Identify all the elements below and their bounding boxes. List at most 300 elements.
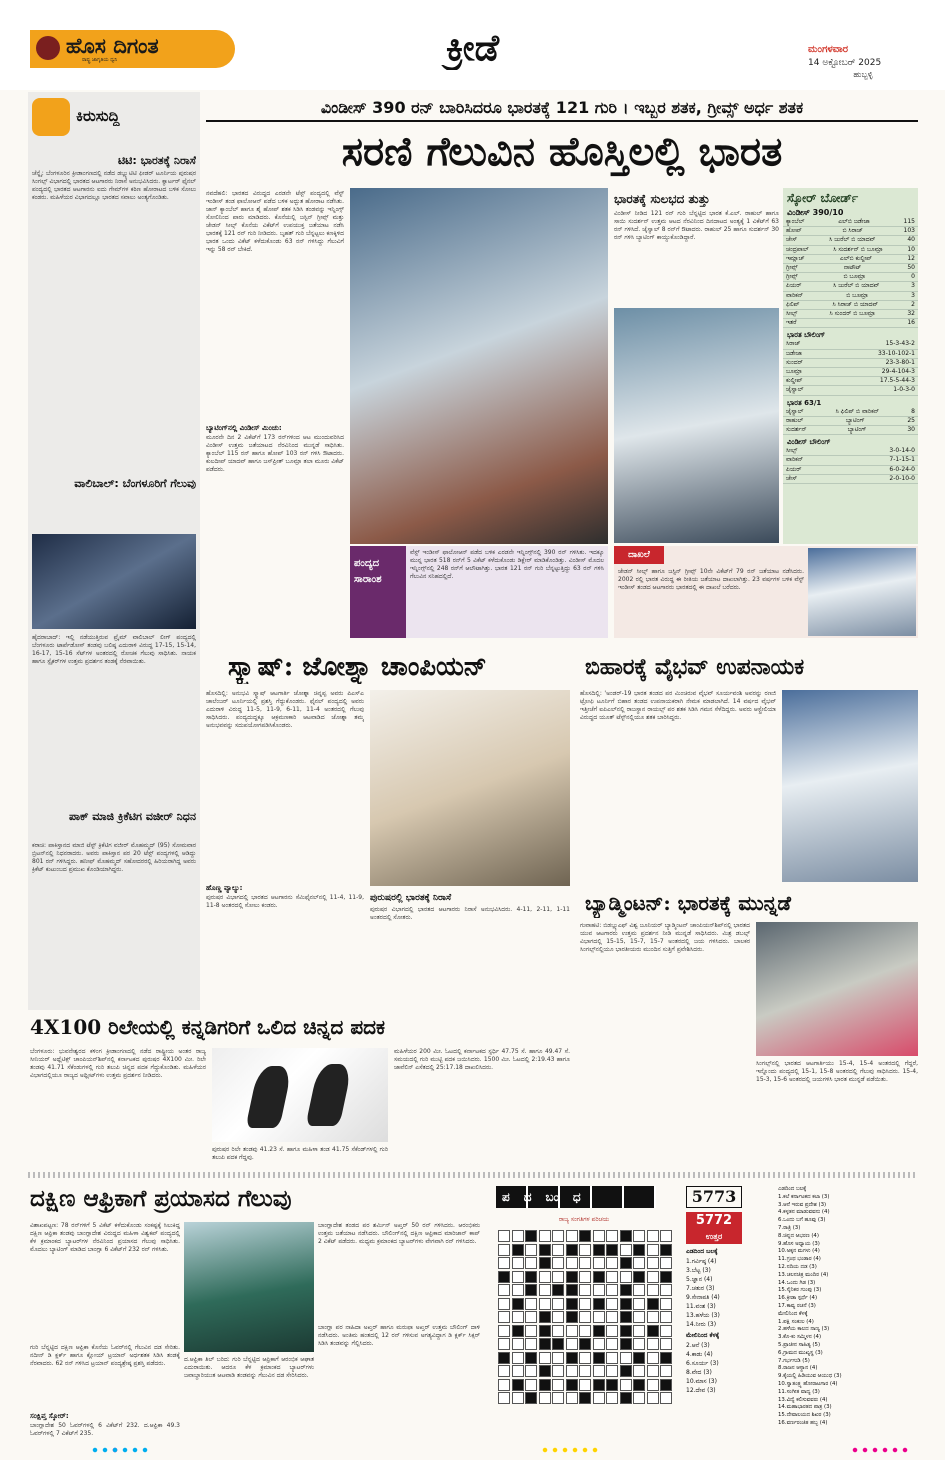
volleyball-photo (32, 534, 196, 629)
crossword-cell (525, 1365, 537, 1377)
crossword-cell (633, 1379, 645, 1391)
clue-item: 11.ಸಂಗೀತ ವಾದ್ಯ (3) (778, 1388, 820, 1395)
crossword-cell (606, 1379, 618, 1391)
crossword-cell (552, 1325, 564, 1337)
crossword-cell (620, 1325, 632, 1337)
crossword-cell (620, 1257, 632, 1269)
table-cell: ಸಿ ಸುದರ್ಶನ್ ಬಿ ಬೂಮ್ರಾ (833, 245, 883, 253)
table-cell: ಚೇಸ್ (786, 236, 798, 244)
crossword-cell (660, 1230, 672, 1242)
crossword-cell (566, 1298, 578, 1310)
crossword-cell (552, 1352, 564, 1364)
table-cell: 16 (907, 319, 915, 327)
clue-item: 8.ರಾಜನ ಆಸ್ಥಾನ (4) (778, 1365, 818, 1372)
crossword-cell (566, 1311, 578, 1323)
clue-item: 13.ಚಲನಚಿತ್ರ ಮಂದಿರ (4) (778, 1271, 829, 1278)
crossword-cell (579, 1311, 591, 1323)
crossword-cell (498, 1338, 510, 1350)
crossword-prev-number: 5772 (686, 1212, 742, 1230)
right-clues-head: ಮೇಲಿನಿಂದ ಕೆಳಕ್ಕೆ (686, 1332, 720, 1339)
table-cell: ಸುದರ್ಶನ್ (786, 426, 807, 434)
table-row (783, 368, 918, 377)
crossword-cell (525, 1311, 537, 1323)
crossword-cell (498, 1244, 510, 1256)
crossword-cell (552, 1284, 564, 1296)
table-cell: ಕ್ಯಾಂಬೆಲ್ (786, 218, 805, 225)
lead-headline: ಸರಣಿ ಗೆಲುವಿನ ಹೊಸ್ತಿಲಲ್ಲಿ ಭಾರತ (341, 128, 783, 175)
crossword-cell (647, 1365, 659, 1377)
crossword-cell (512, 1338, 524, 1350)
sulabha-head: ಭಾರತಕ್ಕೆ ಸುಲಭದ ತುತ್ತು (614, 192, 710, 206)
crossword-cell (660, 1365, 672, 1377)
runners-graphic (212, 1048, 388, 1142)
crossword-cell (525, 1352, 537, 1364)
crossword-cell (539, 1325, 551, 1337)
table-cell: ಗ್ರೀವ್ಸ್ (786, 273, 798, 281)
crossword-cell (606, 1325, 618, 1337)
crossword-cell (539, 1379, 551, 1391)
clue-item: 3.ಬೆಟ್ಟ (3) (686, 1267, 711, 1274)
crossword-cell (525, 1230, 537, 1242)
crossword-cell (566, 1230, 578, 1242)
crossword-cell (633, 1257, 645, 1269)
clue-item: 5.ಜ್ಞಾನ (4) (686, 1276, 713, 1283)
logo-icon (36, 36, 60, 60)
table-row (783, 456, 918, 465)
crossword-cell (566, 1338, 578, 1350)
crossword-cell (633, 1338, 645, 1350)
crossword-cell (566, 1244, 578, 1256)
crossword-cell (593, 1271, 605, 1283)
crossword-cell (660, 1338, 672, 1350)
clue-item: 4.ಕಾಡು (4) (686, 1351, 713, 1358)
squash-sub-body: ಪುರುಷರ ವಿಭಾಗದಲ್ಲಿ ಭಾರತದ ಆಟಗಾರನು ಸೆಮಿಫೈನಲ್‌ನಲ್ಲಿ 11-4, 11-9, 11-8 ಅಂತರದಲ್ಲಿ ಸೋಲು ಕಂಡರು. (206, 894, 364, 909)
clue-item: 3.ಕೊ-ಕು ಸಮ್ಮಿಳನ (4) (778, 1334, 822, 1341)
crossword-cell (660, 1379, 672, 1391)
table-row (783, 218, 918, 227)
logo-text: ಹೊಸ ದಿಗಂತ (66, 33, 159, 58)
crossword-cell (593, 1230, 605, 1242)
table-cell: 3 (911, 282, 915, 290)
clue-item: 17.ಕಾವ್ಯ ರಚನೆ (3) (778, 1302, 816, 1309)
badminton-body2: ಸಿಂಗಲ್ಸ್‌ನಲ್ಲಿ ಭಾರತದ ಆಟಗಾರ್ತಿಯು 15-4, 15-4 ಅಂತರದಲ್ಲಿ ಗೆದ್ದರೆ, ಇನ್ನೊಂದು ಪಂದ್ಯದಲ್ಲಿ 15-1, 15-8 ಅಂತರದಲ್ಲಿ ಗೆಲುವು ಸಾಧಿಸಿದರು. 15-4, 15-3, 15-6 ಅಂತರದಲ್ಲಿ ಜಯಗಳಿಸಿ ಭಾರತ ಮುನ್ನಡೆ ಪಡೆಯಿತು. (756, 1060, 918, 1083)
crossword-cell (552, 1271, 564, 1283)
crossword-cell (512, 1379, 524, 1391)
table-cell: 30 (907, 426, 915, 434)
crossword-cell (552, 1230, 564, 1242)
sa-col3b: ಬಾಂಗ್ಲಾ ಪರ ನಾಹಿದಾ ಅಖ್ತರ್ ಹಾಗೂ ಮರುಫಾ ಅಖ್ತರ್ ಉತ್ತಮ ಬೌಲಿಂಗ್ ದಾಳಿ ನಡೆಸಿದರು. ಅಂತಿಮ ಹಂತದಲ್ಲಿ 12 ರನ್ ಗಳಿಸುವ ಅಗತ್ಯವಿದ್ದಾಗ ಡಿ ಕ್ಲರ್ಕ್ ಸಿಕ್ಸರ್ ಸಿಡಿಸಿ ತಂಡವನ್ನು ಗೆಲ್ಲಿಸಿದರು. (318, 1324, 480, 1347)
table-cell: 15-3-43-2 (885, 340, 915, 348)
clue-item: 10.ಅಕ್ಕನ ಮಗಳು (4) (778, 1248, 820, 1255)
table-cell: ಫಿಲಿಪ್ (786, 300, 800, 308)
section-title: ಕ್ರೀಡೆ (445, 27, 500, 69)
table-cell: ಬೂಮ್ರಾ (786, 368, 802, 376)
sa-headline: ದಕ್ಷಿಣ ಆಫ್ರಿಕಾಗೆ ಪ್ರಯಾಸದ ಗೆಲುವು (30, 1185, 292, 1212)
table-cell: 3-0-14-0 (889, 447, 915, 455)
clue-item: 11.ವಂಶ (3) (686, 1303, 716, 1310)
lead-body: ನವದೆಹಲಿ: ಭಾರತದ ವಿರುದ್ಧದ ಎರಡನೇ ಟೆಸ್ಟ್ ಪಂದ್ಯದಲ್ಲಿ ವೆಸ್ಟ್ ಇಂಡೀಸ್ ತಂಡ ಫಾಲೋಆನ್ ಪಡೆದ ಬಳಿಕ ಅದ್ಭುತ ಹೋರಾಟ ನಡೆಸಿತು. ಜಾನ್ ಕ್ಯಾಂಬೆಲ್ ಹಾಗೂ ಶೈ ಹೋಪ್ ಶತಕ ಸಿಡಿಸಿ ತಂಡವನ್ನು ಇನ್ನಿಂಗ್ಸ್ ಸೋಲಿನಿಂದ ಪಾರು ಮಾಡಿದರು. ಕೊನೆಯಲ್ಲಿ ಜಸ್ಟಿನ್ ಗ್ರೀವ್ಸ್ ಮತ್ತು ಜೇಡನ್ ಸೀಲ್ಸ್ ಕೊನೆಯ ವಿಕೆಟ್‌ಗೆ ಉಪಯುಕ್ತ ಜತೆಯಾಟ ನಡೆಸಿ ಭಾರತಕ್ಕೆ 121 ರನ್ ಗುರಿ ನೀಡಿದರು. ಬೃಹತ್ ಗುರಿ ಬೆನ್ನಟ್ಟಲು ಕಣಕ್ಕಿಳಿದ ಭಾರತ ಒಂದು ವಿಕೆಟ್ ಕಳೆದುಕೊಂಡು 63 ರನ್ ಗಳಿಸಿದ್ದು ಗೆಲುವಿಗೆ ಇನ್ನು 58 ರನ್ ಬೇಕಿದೆ. (206, 190, 344, 253)
crossword-cell (620, 1379, 632, 1391)
crossword-cell (579, 1298, 591, 1310)
table-row (783, 282, 918, 291)
crossword-cell (539, 1365, 551, 1377)
crossword-cell (647, 1230, 659, 1242)
clue-item: 9.ಕೈಯಲ್ಲಿ ಹಿಡಿಯುವ ಆಯುಧ (3) (778, 1373, 842, 1380)
table-row (783, 377, 918, 386)
print-marks (850, 1446, 910, 1454)
crossword-cell (566, 1379, 578, 1391)
crossword-cell (606, 1311, 618, 1323)
crossword-cell (620, 1392, 632, 1404)
crossword-cell (579, 1284, 591, 1296)
crossword-cell (647, 1271, 659, 1283)
lead-sub-head: ಬ್ಯಾಟಿಂಗ್‌ನಲ್ಲಿ ವಿಂಡೀಸ್ ಮಿಂಚು: (206, 424, 282, 432)
badminton-body: ಗುವಾಹಟಿ: ಬಿಡಬ್ಲ್ಯುಎಫ್ ವಿಶ್ವ ಜೂನಿಯರ್ ಬ್ಯಾಡ್ಮಿಂಟನ್ ಚಾಂಪಿಯನ್‌ಶಿಪ್‌ನಲ್ಲಿ ಭಾರತದ ಯುವ ಆಟಗಾರರು ಉತ್ತಮ ಪ್ರದರ್ಶನ ನೀಡಿ ಮುನ್ನಡೆ ಸಾಧಿಸಿದರು. ಮಿಶ್ರ ಡಬಲ್ಸ್ ವಿಭಾಗದಲ್ಲಿ 15-15, 15-7, 15-7 ಅಂತರದಲ್ಲಿ ಜಯ ಗಳಿಸಿದರು. ಬಾಲಕರ ಸಿಂಗಲ್ಸ್‌ನಲ್ಲಿಯೂ ಭಾರತೀಯರು ಮುಂದಿನ ಸುತ್ತಿಗೆ ಪ್ರವೇಶಿಸಿದರು. (580, 922, 750, 953)
crossword-cell (525, 1244, 537, 1256)
crossword-cell (633, 1365, 645, 1377)
crossword-cell (606, 1244, 618, 1256)
crossword-cell (620, 1244, 632, 1256)
crossword-cell (512, 1271, 524, 1283)
crossword-cell (579, 1338, 591, 1350)
crossword-cell (566, 1271, 578, 1283)
crossword-cell (660, 1311, 672, 1323)
clue-item: 14.ಒಂದು ಗಿಡ (3) (778, 1279, 816, 1286)
story3-body: ಕರಾಚಿ: ಪಾಕಿಸ್ತಾನದ ಮಾಜಿ ಟೆಸ್ಟ್ ಕ್ರಿಕೆಟಿಗ ವಜೀರ್ ಮೊಹಮ್ಮದ್ (95) ಸೋಮವಾರ ಬ್ರಿಟನ್‌ನಲ್ಲಿ ನಿಧನರಾದರು. ಅವರು ಪಾಕಿಸ್ತಾನ ಪರ 20 ಟೆಸ್ಟ್ ಪಂದ್ಯಗಳಲ್ಲಿ ಆಡಿದ್ದು 801 ರನ್ ಗಳಿಸಿದ್ದರು. ಹನೀಫ್ ಮೊಹಮ್ಮದ್ ಸಹೋದರರಲ್ಲಿ ಹಿರಿಯರಾಗಿದ್ದ ಅವರು ಕ್ರಿಕೆಟ್ ಕುಟುಂಬದ ಪ್ರಮುಖ ಕೊಂಡಿಯಾಗಿದ್ದರು. (32, 842, 196, 873)
crossword-cell (512, 1311, 524, 1323)
table-row (783, 350, 918, 359)
crossword-cell (512, 1298, 524, 1310)
crossword-cell (633, 1271, 645, 1283)
clue-item: 5.ಪ್ರಾಚೀನ ಸಾಹಿತ್ಯ (5) (778, 1341, 821, 1348)
crossword-cell (647, 1338, 659, 1350)
crossword-cell (539, 1311, 551, 1323)
clue-item: 9.ಹೊಸ ಅಧ್ಯಾಯ (3) (778, 1240, 820, 1247)
clue-item: 6.ಗ್ರಾಮದ ಮುಖ್ಯಸ್ಥ (3) (778, 1349, 823, 1356)
table-cell: ಸಿರಾಜ್ (786, 340, 801, 348)
clue-item: ಎಡದಿಂದ ಬಲಕ್ಕೆ (778, 1186, 807, 1192)
table-cell: ಬ್ಯಾಟಿಂಗ್ (845, 416, 865, 424)
table-row (783, 386, 918, 395)
wi-bowling-head: ವಿಂಡೀಸ್ ಬೌಲಿಂಗ್ (787, 438, 831, 447)
right-clues (686, 1341, 776, 1395)
crossword-number: 5773 (686, 1186, 742, 1208)
crossword-cell (579, 1365, 591, 1377)
story2-head: ವಾಲಿಬಾಲ್: ಬೆಂಗಳೂರಿಗೆ ಗೆಲುವು (74, 477, 196, 490)
table-cell: ಎಲ್‌ಬಿ ಜಡೇಜಾ (838, 218, 870, 225)
sa-caption: ದ.ಆಫ್ರಿಕಾ ತಿಲ್ ಬರಿದ: ಗುರಿ ಬೆನ್ನಟ್ಟಿದ ಆಫ್ರಿಕಾಗೆ ಆರಂಭಿಕ ಆಘಾತ ಎದುರಾಯಿತು. ಆದರೂ ಕೆಳ ಕ್ರಮಾಂಕದ ಬ್ಯಾಟರ್‌ಗಳು ಜವಾಬ್ದಾರಿಯುತ ಆಟವಾಡಿ ತಂಡವನ್ನು ಗೆಲುವಿನ ದಡ ಸೇರಿಸಿದರು. (184, 1356, 314, 1379)
crossword-cell (647, 1244, 659, 1256)
sa-sub-body: ಬಾಂಗ್ಲಾದೇಶ 50 ಓವರ್‌ಗಳಲ್ಲಿ 6 ವಿಕೆಟ್‌ಗೆ 232. ದ.ಆಫ್ರಿಕಾ 49.3 ಓವರ್‌ಗಳಲ್ಲಿ 7 ವಿಕೆಟ್‌ಗೆ 235. (30, 1422, 180, 1437)
table-cell: 103 (903, 227, 915, 235)
crossword-cell (498, 1311, 510, 1323)
crossword-cell (539, 1284, 551, 1296)
crossword-cell (606, 1392, 618, 1404)
panda-body: ವೆಸ್ಟ್ ಇಂಡೀಸ್ ಫಾಲೋಆನ್ ಪಡೆದ ಬಳಿಕ ಎರಡನೇ ಇನ್ನಿಂಗ್ಸ್‌ನಲ್ಲಿ 390 ರನ್ ಗಳಿಸಿತು. ಇದಕ್ಕೂ ಮುನ್ನ ಭಾರತ 518 ರನ್‌ಗೆ 5 ವಿಕೆಟ್ ಕಳೆದುಕೊಂಡು ಡಿಕ್ಲೇರ್ ಮಾಡಿಕೊಂಡಿತ್ತು. ವಿಂಡೀಸ್ ಮೊದಲ ಇನ್ನಿಂಗ್ಸ್‌ನಲ್ಲಿ 248 ರನ್‌ಗೆ ಆಲೌಟಾಗಿತ್ತು. ಭಾರತ 121 ರನ್ ಗುರಿ ಬೆನ್ನಟ್ಟುತ್ತಿದ್ದು 63 ರನ್ ಗಳಿಸಿ ಗೆಲುವಿನ ಸನಿಹದಲ್ಲಿದೆ. (410, 549, 604, 580)
table-row (783, 426, 918, 435)
crossword-cell (498, 1271, 510, 1283)
crossword-cell (579, 1352, 591, 1364)
crossword-cell (593, 1257, 605, 1269)
crossword-cell (512, 1352, 524, 1364)
table-cell: ಹೋಪ್ (786, 227, 802, 235)
india-batting-table (783, 408, 918, 436)
crossword-cell (579, 1392, 591, 1404)
table-cell: 50 (907, 264, 915, 272)
sulabha-body: ವಿಂಡೀಸ್ ನೀಡಿದ 121 ರನ್ ಗುರಿ ಬೆನ್ನಟ್ಟಿದ ಭಾರತ ಕೆ.ಎಲ್. ರಾಹುಲ್ ಹಾಗೂ ಸಾಯಿ ಸುದರ್ಶನ್ ಉತ್ತಮ ಆಟದ ನೆರವಿನಿಂದ ದಿನದಾಟದ ಅಂತ್ಯಕ್ಕೆ 1 ವಿಕೆಟ್‌ಗೆ 63 ರನ್ ಗಳಿಸಿದೆ. ಜೈಸ್ವಾಲ್ 8 ರನ್‌ಗೆ ಔಟಾದರು. ರಾಹುಲ್ 25 ಹಾಗೂ ಸುದರ್ಶನ್ 30 ರನ್ ಗಳಿಸಿ ಬ್ಯಾಟಿಂಗ್ ಕಾಯ್ದುಕೊಂಡಿದ್ದಾರೆ. (614, 210, 779, 241)
crossword-cell (593, 1325, 605, 1337)
crossword-cell (498, 1392, 510, 1404)
crossword-cell (647, 1284, 659, 1296)
table-cell: 10 (907, 245, 915, 253)
clue-item: 16.ಕ್ರೀಡಾ ಸ್ಪರ್ಧೆ (4) (778, 1295, 818, 1302)
crossword-cell (620, 1338, 632, 1350)
crossword-panel (486, 1182, 918, 1444)
crossword-cell (525, 1325, 537, 1337)
crossword-cell (525, 1379, 537, 1391)
scoreboard-title: ಸ್ಕೋರ್ ಬೋರ್ಡ್ (787, 191, 859, 205)
table-row (783, 359, 918, 368)
crossword-cell (498, 1365, 510, 1377)
badminton-photo (756, 922, 918, 1056)
table-cell: 25 (907, 416, 915, 424)
clue-item: 1.ಗರ್ವಿಷ್ಠ (4) (686, 1258, 717, 1265)
crossword-cell (525, 1257, 537, 1269)
crossword-cell (512, 1257, 524, 1269)
table-row (783, 466, 918, 475)
crossword-cell (633, 1392, 645, 1404)
crossword-cell (633, 1311, 645, 1323)
crossword-cell (552, 1379, 564, 1391)
story1-head: ಟಿಟಿ: ಭಾರತಕ್ಕೆ ನಿರಾಸೆ (117, 154, 196, 167)
table-cell: 8 (911, 407, 915, 415)
table-row (783, 408, 918, 417)
crossword-cell (552, 1392, 564, 1404)
crossword-cell (498, 1230, 510, 1242)
runner-icon (305, 1064, 352, 1126)
clue-item: 8.ಚಿನ್ನದ ಆಭರಣ (4) (778, 1232, 819, 1239)
table-cell: 6-0-24-0 (889, 465, 915, 473)
clue-item: 15.ಸೈನಿಕರ ಗುಂಪು (3) (778, 1287, 822, 1294)
bihar-body: ಹೊಸದಿಲ್ಲಿ: 'ಅಂಡರ್-19 ಭಾರತ ತಂಡದ ಪರ ಮಿಂಚಿರುವ ವೈಭವ್ ಸೂರ್ಯವಂಶಿ ಅವರನ್ನು ರಣಜಿ ಟ್ರೋಫಿ ಟೂರ್ನಿಗೆ ಬಿಹಾರ ತಂಡದ ಉಪನಾಯಕರಾಗಿ ನೇಮಕ ಮಾಡಲಾಗಿದೆ. 14 ವರ್ಷದ ವೈಭವ್ ಇತ್ತೀಚೆಗೆ ಐಪಿಎಲ್‌ನಲ್ಲಿ ರಾಜಸ್ಥಾನ ರಾಯಲ್ಸ್ ಪರ ಶತಕ ಸಿಡಿಸಿ ಗಮನ ಸೆಳೆದಿದ್ದರು. ಅವರು ಆಸ್ಟ್ರೇಲಿಯಾ ವಿರುದ್ಧದ ಯೂತ್ ಟೆಸ್ಟ್‌ನಲ್ಲಿಯೂ ಶತಕ ಬಾರಿಸಿದ್ದರು. (580, 690, 776, 721)
crossword-cell (660, 1284, 672, 1296)
sa-body: ವಿಶಾಖಪಟ್ಟಣ: 78 ರನ್‌ಗಳಿಗೆ 5 ವಿಕೆಟ್ ಕಳೆದುಕೊಂಡು ಸಂಕಷ್ಟಕ್ಕೆ ಸಿಲುಕಿದ್ದ ದಕ್ಷಿಣ ಆಫ್ರಿಕಾ ತಂಡವು ಬಾಂಗ್ಲಾದೇಶ ವಿರುದ್ಧದ ಮಹಿಳಾ ವಿಶ್ವಕಪ್ ಪಂದ್ಯದಲ್ಲಿ ಕೆಳ ಕ್ರಮಾಂಕದ ಬ್ಯಾಟರ್‌ಗಳ ನೆರವಿನಿಂದ ಪ್ರಯಾಸದ ಗೆಲುವು ಸಾಧಿಸಿತು. ಮೊದಲು ಬ್ಯಾಟಿಂಗ್ ಮಾಡಿದ ಬಾಂಗ್ಲಾ 6 ವಿಕೆಟ್‌ಗೆ 232 ರನ್ ಗಳಿಸಿತು. (30, 1222, 180, 1253)
clue-item: 10.ಸ್ವಾತಂತ್ರ್ಯ ಹೋರಾಟಗಾರ (4) (778, 1380, 838, 1387)
dakhale-label: ದಾಖಲೆ (614, 546, 664, 564)
table-cell: ಜೈಸ್ವಾಲ್ (786, 407, 804, 415)
panda-label: ಪಂದ್ಯದ ಸಾರಾಂಶ (350, 546, 406, 638)
clue-item: 8.ವೇದ (3) (686, 1369, 712, 1376)
squash-caption-body: ಪುರುಷರ ವಿಭಾಗದಲ್ಲಿ ಭಾರತದ ಆಟಗಾರರು ನಿರಾಸೆ ಅನುಭವಿಸಿದರು. 4-11, 2-11, 1-11 ಅಂತರದಲ್ಲಿ ಸೋತರು. (370, 906, 570, 921)
crossword-cell (525, 1271, 537, 1283)
table-cell: ರಾಹುಲ್ (786, 416, 804, 424)
crossword-cell (606, 1284, 618, 1296)
crossword-cell (512, 1392, 524, 1404)
crossword-prev-label: ಉತ್ತರ (686, 1230, 742, 1244)
crossword-cell (620, 1311, 632, 1323)
crossword-cell (566, 1257, 578, 1269)
table-cell: 23-3-80-1 (885, 358, 915, 366)
table-cell: 12 (907, 254, 915, 262)
crossword-cell (539, 1298, 551, 1310)
clue-item: 14.ಮಹಾಭಾರತದ ಪಾತ್ರ (3) (778, 1404, 832, 1411)
crossword-cell (566, 1365, 578, 1377)
crossword-cell (498, 1325, 510, 1337)
table-cell: 0 (911, 273, 915, 281)
clue-item: 13.ಹಳೆಯ (3) (686, 1312, 720, 1319)
clue-item: ಮೇಲಿನಿಂದ ಕೆಳಕ್ಕೆ (778, 1310, 808, 1317)
crossword-cell (593, 1244, 605, 1256)
crossword-cell (579, 1257, 591, 1269)
clue-item: 12.ದೇವ (3) (686, 1387, 716, 1394)
crossword-cell (579, 1244, 591, 1256)
squash-photo (370, 690, 570, 886)
crossword-cell (579, 1230, 591, 1242)
crossword-cell (606, 1338, 618, 1350)
table-cell: ಬಿ ಬೂಮ್ರಾ (843, 273, 866, 281)
print-marks (540, 1446, 600, 1454)
table-cell: 29-4-104-3 (881, 368, 915, 376)
scoreboard (783, 188, 918, 544)
left-clues (686, 1257, 776, 1329)
table-cell: ವಾರಿಕನ್ (786, 291, 804, 299)
crossword-clue-bar: ರಾಜ್ಯ ಸಂಗತಿಗಳ ಪರಿಚಯ (558, 1216, 610, 1223)
bihar-photo (782, 690, 918, 882)
table-row (783, 340, 918, 349)
relay-headline: 4X100 ರಿಲೇಯಲ್ಲಿ ಕನ್ನಡಿಗರಿಗೆ ಒಲಿದ ಚಿನ್ನದ ಪದಕ (30, 1015, 386, 1039)
clue-item: 12.ನದಿಯ ದಡ (3) (778, 1263, 817, 1270)
bowling-head: ಭಾರತ ಬೌಲಿಂಗ್ (787, 331, 826, 340)
crossword-cell (512, 1284, 524, 1296)
table-row (783, 310, 918, 319)
crossword-cell (620, 1298, 632, 1310)
clue-item: 2.ಆನೆ (3) (686, 1342, 710, 1349)
crossword-cell (552, 1338, 564, 1350)
crossword-cell (579, 1271, 591, 1283)
story1-body: ಚೆನ್ನೈ: ಬೆಂಗಳೂರಿನ ಕ್ರೀಡಾಂಗಣದಲ್ಲಿ ನಡೆದ ಡಬ್ಲ್ಯುಟಿಟಿ ಫೀಡರ್ ಟೂರ್ನಿಯ ಪುರುಷರ ಸಿಂಗಲ್ಸ್ ವಿಭಾಗದಲ್ಲಿ ಭಾರತದ ಆಟಗಾರರು ನಿರಾಸೆ ಅನುಭವಿಸಿದರು. ಕ್ವಾರ್ಟರ್ ಫೈನಲ್ ಪಂದ್ಯದಲ್ಲಿ ಭಾರತದ ಆಟಗಾರನು ಐದು ಗೇಮ್‌ಗಳ ಕಠಿಣ ಹೋರಾಟದ ಬಳಿಕ ಸೋಲು ಕಂಡರು. ಮಹಿಳೆಯರ ವಿಭಾಗದಲ್ಲೂ ಭಾರತದ ಸವಾಲು ಅಂತ್ಯಗೊಂಡಿತು. (32, 170, 196, 201)
table-cell: ಸಿ ಸುಂದರ್ ಬಿ ಬೂಮ್ರಾ (829, 310, 876, 318)
table-cell: ಚೇಸ್ (786, 474, 798, 482)
day: ಮಂಗಳವಾರ (808, 44, 849, 55)
clue-item: 16.ವರ್ಣರಂಜಿತ ಹಬ್ಬ (4) (778, 1419, 828, 1426)
kirusuddi-title: ಕಿರುಸುದ್ದಿ (76, 107, 120, 125)
crossword-cell (593, 1379, 605, 1391)
clue-item: 7.ರಾತ್ರಿ (3) (778, 1224, 801, 1231)
crossword-cell (552, 1365, 564, 1377)
table-cell: ಸಿ ಫಿಲಿಪ್ ಬಿ ವಾರಿಕನ್ (835, 407, 880, 415)
badminton-headline: ಬ್ಯಾಡ್ಮಿಂಟನ್: ಭಾರತಕ್ಕೆ ಮುನ್ನಡೆ (585, 891, 791, 915)
table-cell: ಬಿ ಬೂಮ್ರಾ (846, 291, 869, 299)
print-marks (90, 1446, 150, 1454)
clue-item: 7.ಗರ್ಭಗುಡಿ (5) (778, 1357, 810, 1364)
crossword-cell (525, 1298, 537, 1310)
crossword-cell (620, 1352, 632, 1364)
crossword-cell (498, 1284, 510, 1296)
crossword-cell (606, 1257, 618, 1269)
crossword-cell (512, 1325, 524, 1337)
crossword-cell (579, 1325, 591, 1337)
crossword-cell (498, 1352, 510, 1364)
crossword-cell (633, 1244, 645, 1256)
crossword-cell (660, 1352, 672, 1364)
table-row (783, 264, 918, 273)
crossword-cell (566, 1325, 578, 1337)
table-row (783, 475, 918, 484)
crossword-cell (647, 1379, 659, 1391)
crossword-cell (660, 1244, 672, 1256)
crossword-cell (647, 1298, 659, 1310)
crossword-cell (593, 1365, 605, 1377)
dakhale-box (614, 546, 918, 638)
crossword-cell (593, 1338, 605, 1350)
left-clues-head: ಎಡದಿಂದ ಬಲಕ್ಕೆ (686, 1248, 718, 1255)
table-cell: 7-1-15-1 (889, 456, 915, 464)
crossword-cell (633, 1325, 645, 1337)
crossword-cell (593, 1298, 605, 1310)
crossword-cell (552, 1298, 564, 1310)
crossword-cell (593, 1352, 605, 1364)
crossword-cell (539, 1352, 551, 1364)
squash-body: ಹೊಸದಿಲ್ಲಿ: ಅನುಭವಿ ಸ್ಕ್ವಾಷ್ ಆಟಗಾರ್ತಿ ಜೋಶ್ನಾ ಚಿನ್ನಪ್ಪ ಅವರು ಪಿಎಸ್‌ಎ ಚಾಲೆಂಜರ್ ಟೂರ್ನಿಯಲ್ಲಿ ಪ್ರಶಸ್ತಿ ಗೆದ್ದುಕೊಂಡರು. ಫೈನಲ್ ಪಂದ್ಯದಲ್ಲಿ ಅವರು ಎದುರಾಳಿ ವಿರುದ್ಧ 11-5, 11-9, 6-11, 11-4 ಅಂತರದಲ್ಲಿ ಗೆಲುವು ಸಾಧಿಸಿದರು. ಪಂದ್ಯದುದ್ದಕ್ಕೂ ಆಕ್ರಮಣಕಾರಿ ಆಟವಾಡಿದ ಜೋಶ್ನಾ ತಮ್ಮ ಅನುಭವವನ್ನು ಸದುಪಯೋಗಪಡಿಸಿಕೊಂಡರು. (206, 690, 364, 729)
crossword-cell (647, 1311, 659, 1323)
table-cell: ಸಿ ಜುರೆಲ್ ಬಿ ಯಾದವ್ (833, 282, 880, 290)
crossword-cell (539, 1271, 551, 1283)
lead-sub-body: ಮೂರನೇ ದಿನ 2 ವಿಕೆಟ್‌ಗೆ 173 ರನ್‌ಗಳಿಂದ ಆಟ ಮುಂದುವರಿಸಿದ ವಿಂಡೀಸ್ ಉತ್ತಮ ಜತೆಯಾಟದ ನೆರವಿನಿಂದ ಮುನ್ನಡೆ ಸಾಧಿಸಿತು. ಕ್ಯಾಂಬೆಲ್ 115 ರನ್ ಹಾಗೂ ಹೋಪ್ 103 ರನ್ ಗಳಿಸಿ ಔಟಾದರು. ಕುಲದೀಪ್ ಯಾದವ್ ಹಾಗೂ ಜಸ್‌ಪ್ರೀತ್ ಬೂಮ್ರಾ ತಲಾ ಮೂರು ವಿಕೆಟ್ ಪಡೆದರು. (206, 434, 344, 473)
clue-item: 10.ಮಾಸ (3) (686, 1378, 717, 1385)
table-cell: ಸುಂದರ್ (786, 358, 803, 366)
squash-caption-head: ಪುರುಷರಲ್ಲಿ ಭಾರತಕ್ಕೆ ನಿರಾಸೆ (370, 893, 452, 903)
lead-kicker: ವಿಂಡೀಸ್ 390 ರನ್ ಬಾರಿಸಿದರೂ ಭಾರತಕ್ಕೆ 121 ಗುರಿ । ಇಬ್ಬರ ಶತಕ, ಗ್ರೀವ್ಸ್ ಅರ್ಧ ಶತಕ (206, 96, 918, 122)
crossword-cell (620, 1230, 632, 1242)
crossword-cell (498, 1379, 510, 1391)
sa-sub-head: ಸಂಕ್ಷಿಪ್ತ ಸ್ಕೋರ್: (30, 1412, 69, 1420)
wi-bowling-table (783, 447, 918, 484)
table-cell: ಎಲ್‌ಬಿ ಕುಲ್ದೀಪ್ (839, 254, 872, 262)
logo-tagline: ರಾಷ್ಟ್ರ ಜಾಗೃತಿಯ ಧ್ವನಿ (82, 57, 118, 63)
table-cell: 17.5-5-44-3 (879, 377, 915, 385)
crossword-cell (647, 1392, 659, 1404)
city: ಹುಬ್ಬಳ್ಳಿ (853, 70, 873, 79)
crossword-cell (660, 1392, 672, 1404)
batters-photo (614, 308, 779, 543)
kirusuddi-column (28, 92, 200, 1010)
crossword-cell (660, 1325, 672, 1337)
table-row (783, 301, 918, 310)
clue-item: 1.ಕಲೆ ಕರ್ನಾಟಕದ ಕಲಾ (3) (778, 1193, 830, 1200)
crossword-cell (620, 1271, 632, 1283)
table-cell: 1-0-3-0 (893, 386, 915, 394)
crossword-cell (606, 1271, 618, 1283)
table-row (783, 292, 918, 301)
crossword-cell (647, 1352, 659, 1364)
crossword-cell (539, 1230, 551, 1242)
clue-item: 3.ಆನೆ ಇರುವ ಪ್ರದೇಶ (3) (778, 1201, 827, 1208)
table-cell: 40 (907, 236, 915, 244)
clue-item: 15.ದೇವಾಲಯದ ಶಿಖರ (3) (778, 1412, 831, 1419)
relay-body2: ಮಹಿಳೆಯರ 200 ಮೀ. ಓಟದಲ್ಲಿ ಕರ್ನಾಟಕದ ಸ್ಪರ್ಧಿ 47.75 ಸೆ. ಹಾಗೂ 49.47 ಸೆ. ಸಮಯದಲ್ಲಿ ಗುರಿ ಮುಟ್ಟಿ ಪದಕ ಜಯಿಸಿದರು. 1500 ಮೀ. ಓಟದಲ್ಲಿ 2:19.43 ಹಾಗೂ ಜಾವೆಲಿನ್ ಎಸೆತದಲ್ಲಿ 25:17.18 ದಾಖಲಿಸಿದರು. (394, 1048, 570, 1071)
clue-item: 11.ಗ್ರಂಥ ಭಂಡಾರ (4) (778, 1256, 821, 1263)
relay-body3: ಪುರುಷರ ರಿಲೇ ತಂಡವು 41.23 ಸೆ. ಹಾಗೂ ಮಹಿಳಾ ತಂಡ 41.75 ಸೆಕೆಂಡ್‌ಗಳಲ್ಲಿ ಗುರಿ ತಲುಪಿ ಪದಕ ಗೆದ್ದವು. (212, 1146, 388, 1161)
clue-item: 4.ಕಳ್ಳತನ ಮಾಡುವವನು (4) (778, 1209, 830, 1216)
crossword-cell (660, 1257, 672, 1269)
table-row (783, 236, 918, 245)
crossword-cell (539, 1244, 551, 1256)
clue-item: 14.ನೀರು (3) (686, 1321, 717, 1328)
crossword-cell (579, 1379, 591, 1391)
table-cell: ಬಿ ಸಿರಾಜ್ (842, 227, 863, 235)
table-cell: 2 (911, 300, 915, 308)
lead-photo-centurions (350, 188, 608, 544)
